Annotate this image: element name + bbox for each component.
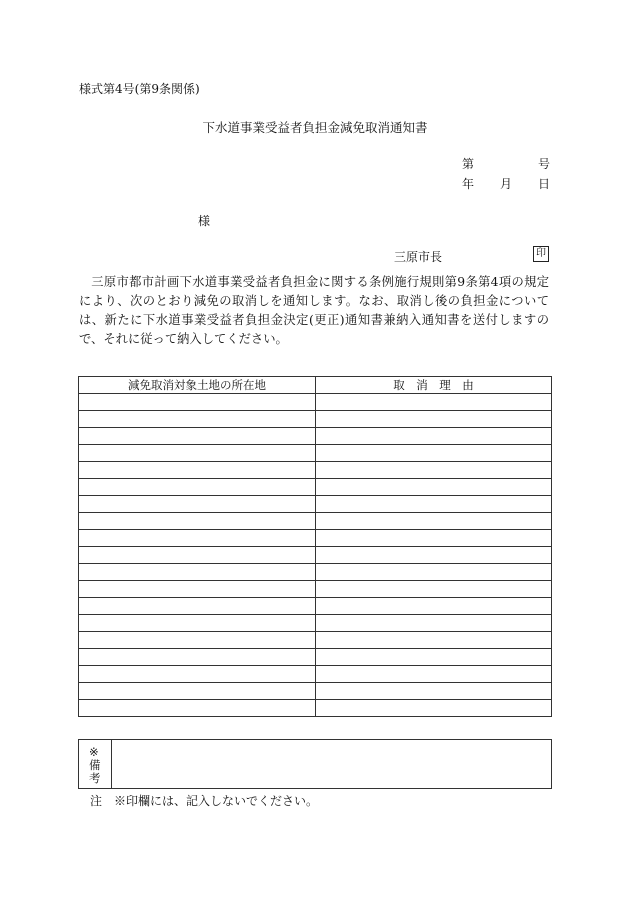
date-day: 日 [537,177,550,191]
cell-cancel-reason[interactable] [316,581,552,598]
cell-land-location[interactable] [79,547,316,564]
cell-land-location[interactable] [79,462,316,479]
table-row [79,632,552,649]
cell-cancel-reason[interactable] [316,462,552,479]
table-row [79,411,552,428]
table-row [79,649,552,666]
footnote: 注 ※印欄には、記入しないでください。 [90,794,319,808]
table-row [79,496,552,513]
cell-land-location[interactable] [79,394,316,411]
table-row [79,666,552,683]
cell-land-location[interactable] [79,411,316,428]
cell-land-location[interactable] [79,428,316,445]
table-row [79,547,552,564]
cell-cancel-reason[interactable] [316,547,552,564]
cell-land-location[interactable] [79,683,316,700]
cell-land-location[interactable] [79,445,316,462]
table-row [79,479,552,496]
addressee-suffix: 様 [198,214,211,228]
remarks-label-2: 考 [89,771,101,785]
cell-land-location[interactable] [79,666,316,683]
cell-cancel-reason[interactable] [316,394,552,411]
cell-cancel-reason[interactable] [316,479,552,496]
body-paragraph: 三原市都市計画下水道事業受益者負担金に関する条例施行規則第9条第4項の規定により、次のとおり減免の取消しを通知します。なお、取消し後の負担金については、新たに下水道事業受益者負担金決定(更正)通知書兼納入通知書を送付しますので、それに従って納入してください。 [79,275,549,346]
cell-land-location[interactable] [79,479,316,496]
table-body [79,394,552,717]
cell-cancel-reason[interactable] [316,496,552,513]
cell-land-location[interactable] [79,649,316,666]
cell-cancel-reason[interactable] [316,530,552,547]
cell-cancel-reason[interactable] [316,615,552,632]
table-row [79,513,552,530]
table-row [79,615,552,632]
table-row [79,530,552,547]
issuer-name: 三原市長 [394,250,443,264]
cell-cancel-reason[interactable] [316,564,552,581]
cell-cancel-reason[interactable] [316,700,552,717]
cell-land-location[interactable] [79,615,316,632]
header-land-location: 減免取消対象土地の所在地 [79,377,316,394]
document-title: 下水道事業受益者負担金減免取消通知書 [202,120,428,135]
doc-number-suffix: 号 [537,157,550,171]
remarks-box [78,739,552,789]
cell-land-location[interactable] [79,598,316,615]
cell-cancel-reason[interactable] [316,683,552,700]
header-cancel-reason: 取 消 理 由 [316,377,552,394]
cell-land-location[interactable] [79,632,316,649]
table-header-row [79,377,552,394]
cell-cancel-reason[interactable] [316,513,552,530]
cell-cancel-reason[interactable] [316,649,552,666]
table-row [79,394,552,411]
table-row [79,564,552,581]
remarks-label [79,740,112,788]
cell-cancel-reason[interactable] [316,445,552,462]
date-month: 月 [499,177,512,191]
cell-cancel-reason[interactable] [316,411,552,428]
doc-number-prefix: 第 [462,157,475,171]
body-text [79,273,549,349]
table-row [79,700,552,717]
cell-land-location[interactable] [79,496,316,513]
cancellation-table [78,376,552,717]
table-row [79,581,552,598]
cell-land-location[interactable] [79,530,316,547]
cell-land-location[interactable] [79,513,316,530]
table-row [79,462,552,479]
cell-land-location[interactable] [79,581,316,598]
table-row [79,445,552,462]
cell-land-location[interactable] [79,700,316,717]
form-number: 様式第4号(第9条関係) [79,82,200,96]
cell-cancel-reason[interactable] [316,598,552,615]
table-row [79,428,552,445]
date-year: 年 [462,177,475,191]
cell-cancel-reason[interactable] [316,428,552,445]
table-row [79,683,552,700]
document-number [462,155,550,172]
issue-date [462,175,550,192]
cell-cancel-reason[interactable] [316,666,552,683]
remarks-label-1: 備 [89,758,101,772]
table-row [79,598,552,615]
cell-land-location[interactable] [79,564,316,581]
remarks-mark: ※ [89,745,99,759]
seal-mark: 印 [533,246,549,262]
cell-cancel-reason[interactable] [316,632,552,649]
